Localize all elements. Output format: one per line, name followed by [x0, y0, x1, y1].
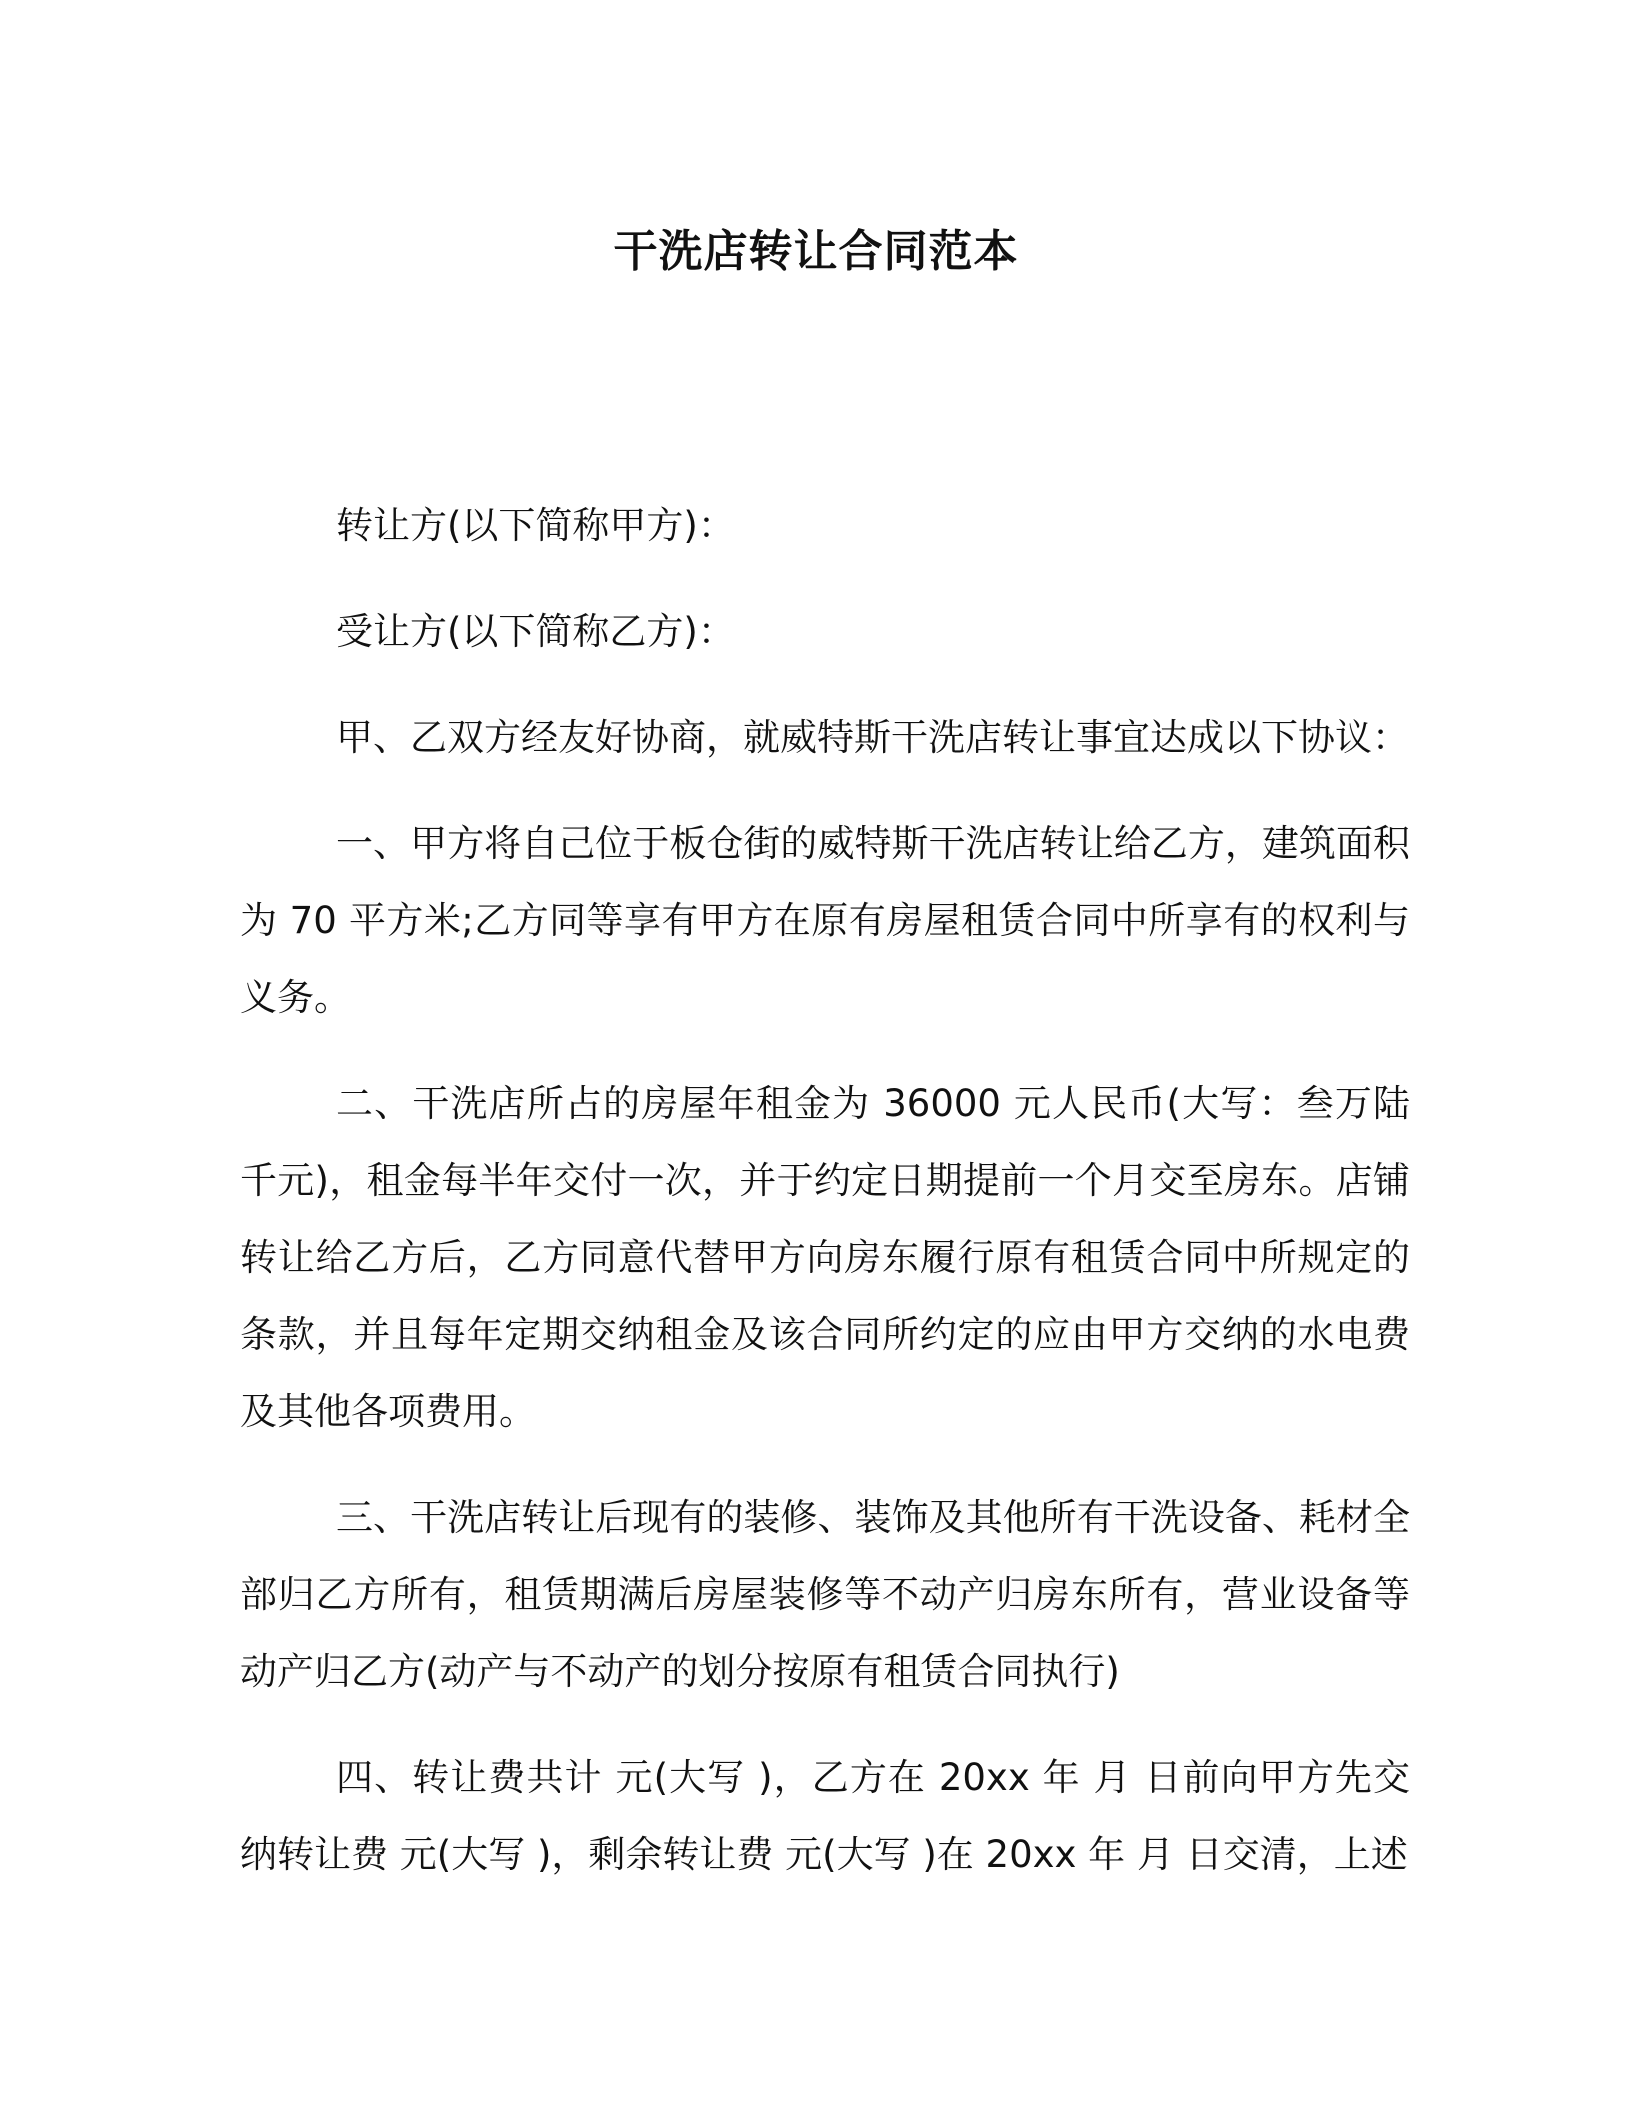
agreement-intro: 甲、乙双方经友好协商，就威特斯干洗店转让事宜达成以下协议：	[336, 716, 1409, 759]
clause-4: 四、转让费共计 元(大写 )，乙方在 20xx 年 月 日前向甲方先交纳转让费 元(大写 )，剩余转让费 元(大写 )在 20xx 年 月 日交清，上述	[240, 1756, 1410, 1876]
document-title: 干洗店转让合同范本	[613, 226, 1019, 277]
clause-3: 三、干洗店转让后现有的装修、装饰及其他所有干洗设备、耗材全部归乙方所有，租赁期满后房屋装修等不动产归房东所有，营业设备等动产归乙方(动产与不动产的划分按原有租赁合同执行)	[240, 1496, 1410, 1693]
transferee-line: 受让方(以下简称乙方)：	[336, 610, 735, 653]
clause-2: 二、干洗店所占的房屋年租金为 36000 元人民币(大写：叁万陆千元)，租金每半年交付一次，并于约定日期提前一个月交至房东。店铺转让给乙方后，乙方同意代替甲方向房东履行原有租赁合同中所规定的条款，并且每年定期交纳租金及该合同所约定的应由甲方交纳的水电费及其他各项费用。	[240, 1082, 1410, 1433]
document-body	[240, 487, 1410, 1922]
clause-1: 一、甲方将自己位于板仓街的威特斯干洗店转让给乙方，建筑面积为 70 平方米;乙方同等享有甲方在原有房屋租赁合同中所享有的权利与义务。	[240, 822, 1410, 1019]
transferor-line: 转让方(以下简称甲方)：	[336, 504, 735, 547]
